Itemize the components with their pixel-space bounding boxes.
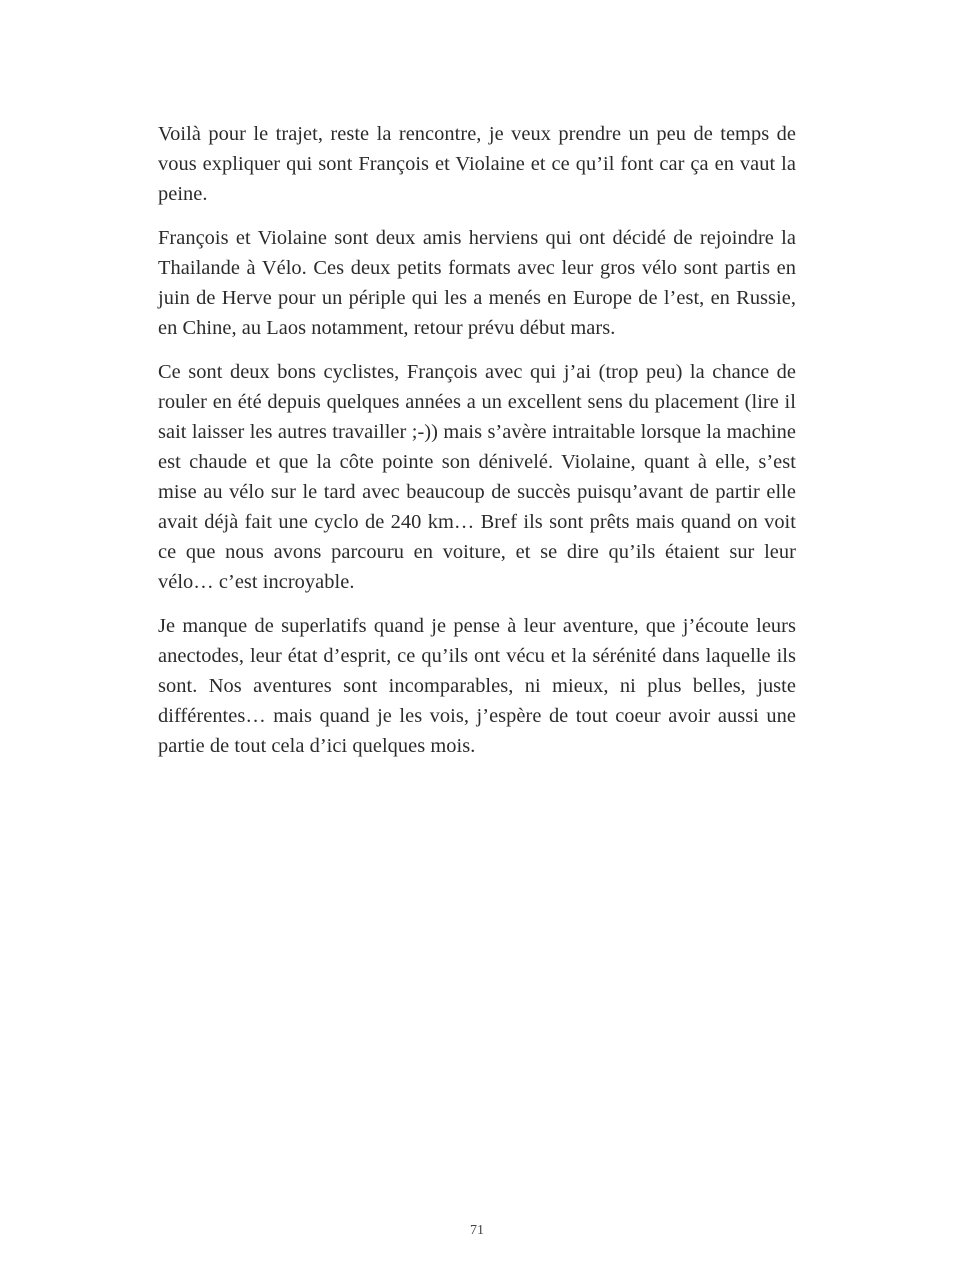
paragraph-1: Voilà pour le trajet, reste la rencontre, je veux prendre un peu de temps de vous expliquer qui sont François et Violaine et ce qu’il font car ça en vaut la peine. bbox=[158, 123, 796, 205]
paragraph-3: Ce sont deux bons cyclistes, François avec qui j’ai (trop peu) la chance de rouler en été depuis quelques années a un excellent sens du placement (lire il sait laisser les autres travailler ;-)) mais s’avère intraitable lorsque la machine est chaude et que la côte pointe son dénivelé. Violaine, quant à elle, s’est mise au vélo sur le tard avec beaucoup de succès puisqu’avant de partir elle avait déjà fait une cyclo de 240 km… Bref ils sont prêts mais quand on voit ce que nous avons parcouru en voiture, et se dire qu’ils étaient sur leur vélo… c’est incroyable. bbox=[158, 361, 796, 593]
paragraph-2: François et Violaine sont deux amis herviens qui ont décidé de rejoindre la Thailande à Vélo. Ces deux petits formats avec leur gros vélo sont partis en juin de Herve pour un périple qui les a menés en Europe de l’est, en Russie, en Chine, au Laos notamment, retour prévu début mars. bbox=[158, 227, 796, 339]
body-text bbox=[158, 119, 796, 775]
paragraph-4: Je manque de superlatifs quand je pense à leur aventure, que j’écoute leurs anectodes, leur état d’esprit, ce qu’ils ont vécu et la sérénité dans laquelle ils sont. Nos aventures sont incomparables, ni mieux, ni plus belles, juste différentes… mais quand je les vois, j’espère de tout coeur avoir aussi une partie de tout cela d’ici quelques mois. bbox=[158, 615, 796, 757]
page-number: 71 bbox=[470, 1223, 484, 1238]
